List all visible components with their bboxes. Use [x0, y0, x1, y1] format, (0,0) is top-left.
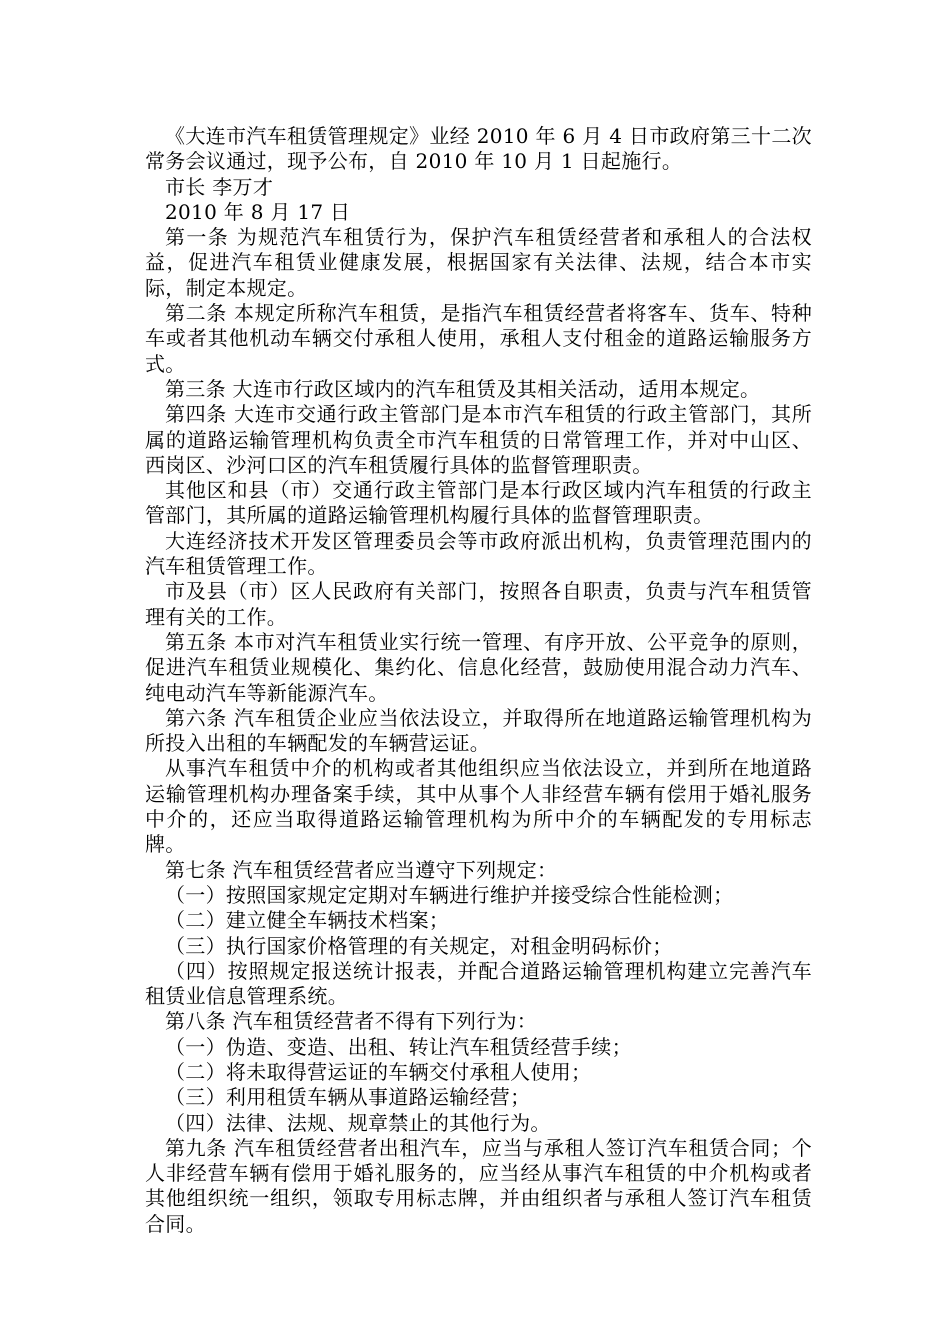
article-7-item-1: （一）按照国家规定定期对车辆进行维护并接受综合性能检测； [165, 882, 734, 907]
article-4-para-4: 市及县（市）区人民政府有关部门，按照各自职责，负责与汽车租赁管理有关的工作。 [145, 579, 812, 629]
article-8: 第八条 汽车租赁经营者不得有下列行为： [165, 1009, 538, 1034]
article-6-para-2: 从事汽车租赁中介的机构或者其他组织应当依法设立，并到所在地道路运输管理机构办理备案手续，其中从事个人非经营车辆有偿用于婚礼服务中介的，还应当取得道路运输管理机构为所中介的车辆配发的专用标志牌。 [145, 756, 812, 857]
article-4-para-2: 其他区和县（市）交通行政主管部门是本行政区域内汽车租赁的行政主管部门，其所属的道路运输管理机构履行具体的监督管理职责。 [145, 478, 812, 528]
article-4: 第四条 大连市交通行政主管部门是本市汽车租赁的行政主管部门，其所属的道路运输管理机构负责全市汽车租赁的日常管理工作，并对中山区、西岗区、沙河口区的汽车租赁履行具体的监督管理职责。 [145, 402, 812, 477]
article-4-para-3: 大连经济技术开发区管理委员会等市政府派出机构，负责管理范围内的汽车租赁管理工作。 [145, 528, 812, 579]
article-8-item-3: （三）利用租赁车辆从事道路运输经营； [165, 1085, 531, 1110]
article-7-item-2: （二）建立健全车辆技术档案； [165, 908, 450, 933]
article-1: 第一条 为规范汽车租赁行为，保护汽车租赁经营者和承租人的合法权益，促进汽车租赁业健康发展，根据国家有关法律、法规，结合本市实际，制定本规定。 [145, 225, 812, 300]
article-7: 第七条 汽车租赁经营者应当遵守下列规定： [165, 857, 558, 882]
article-8-item-2: （二）将未取得营运证的车辆交付承租人使用； [165, 1059, 592, 1084]
article-5: 第五条 本市对汽车租赁业实行统一管理、有序开放、公平竞争的原则，促进汽车租赁业规模化、集约化、信息化经营，鼓励使用混合动力汽车、纯电动汽车等新能源汽车。 [145, 629, 812, 705]
article-6: 第六条 汽车租赁企业应当依法设立，并取得所在地道路运输管理机构为所投入出租的车辆配发的车辆营运证。 [145, 705, 812, 756]
article-8-item-1: （一）伪造、变造、出租、转让汽车租赁经营手续； [165, 1034, 632, 1059]
promulgation-date: 2010 年 8 月 17 日 [165, 199, 351, 224]
article-7-item-3: （三）执行国家价格管理的有关规定，对租金明码标价； [165, 933, 673, 958]
article-2: 第二条 本规定所称汽车租赁，是指汽车租赁经营者将客车、货车、特种车或者其他机动车辆交付承租人使用，承租人支付租金的道路运输服务方式。 [145, 301, 812, 376]
promulgation-paragraph: 《大连市汽车租赁管理规定》业经 2010 年 6 月 4 日市政府第三十二次常务会议通过，现予公布，自 2010 年 10 月 1 日起施行。 [145, 124, 812, 174]
document-body [145, 124, 812, 1237]
article-9: 第九条 汽车租赁经营者出租汽车，应当与承租人签订汽车租赁合同；个人非经营车辆有偿用于婚礼服务的，应当经从事汽车租赁的中介机构或者其他组织统一组织，领取专用标志牌，并由组织者与承租人签订汽车租赁合同。 [145, 1135, 812, 1236]
mayor-signature: 市长 李万才 [165, 174, 274, 199]
article-3: 第三条 大连市行政区域内的汽车租赁及其相关活动，适用本规定。 [165, 376, 761, 401]
article-7-item-4: （四）按照规定报送统计报表，并配合道路运输管理机构建立完善汽车租赁业信息管理系统。 [145, 958, 812, 1009]
article-8-item-4: （四）法律、法规、规章禁止的其他行为。 [165, 1110, 551, 1135]
